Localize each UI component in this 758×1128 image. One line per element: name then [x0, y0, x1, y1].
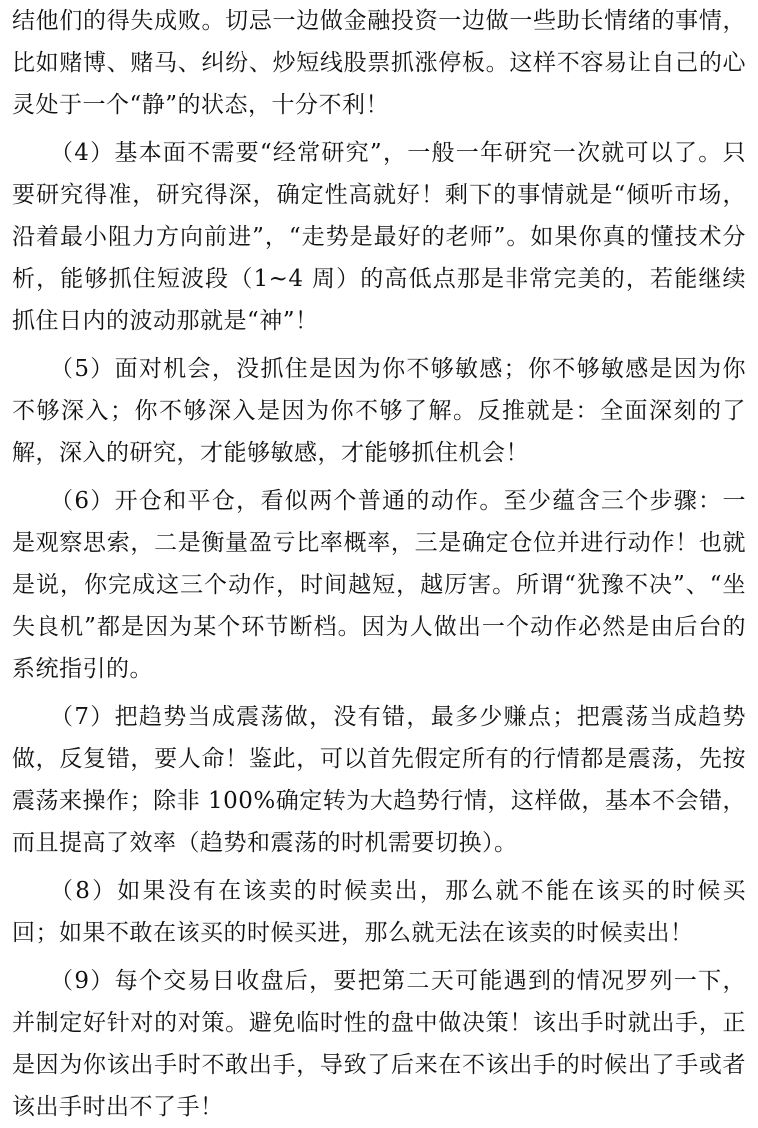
paragraph-item-5: （5）面对机会，没抓住是因为你不够敏感；你不够敏感是因为你不够深入；你不够深入是因为你不够了解。反推就是：全面深刻的了解，深入的研究，才能够敏感，才能够抓住机会！ — [12, 356, 746, 466]
paragraph-item-4: （4）基本面不需要“经常研究”，一般一年研究一次就可以了。只要研究得准，研究得深，确定性高就好！剩下的事情就是“倾听市场，沿着最小阻力方向前进”，“走势是最好的老师”。如果你真的懂技术分析，能够抓住短波段（1~4 周）的高低点那是非常完美的，若能继续抓住日内的波动那就是“神”！ — [12, 140, 746, 334]
paragraph-item-8: （8）如果没有在该卖的时候卖出，那么就不能在该买的时候买回；如果不敢在该买的时候买进，那么就无法在该卖的时候卖出！ — [12, 878, 746, 946]
paragraph-item-7: （7）把趋势当成震荡做，没有错，最多少赚点；把震荡当成趋势做，反复错，要人命！鉴此，可以首先假定所有的行情都是震荡，先按震荡来操作；除非 100%确定转为大趋势行情，这样做，基本不会错，而且提高了效率（趋势和震荡的时机需要切换）。 — [12, 704, 746, 856]
paragraph-continuation: 结他们的得失成败。切忌一边做金融投资一边做一些助长情绪的事情，比如赌博、赌马、纠纷、炒短线股票抓涨停板。这样不容易让自己的心灵处于一个“静”的状态，十分不利！ — [12, 8, 746, 118]
paragraph-item-6: （6）开仓和平仓，看似两个普通的动作。至少蕴含三个步骤：一是观察思索，二是衡量盈亏比率概率，三是确定仓位并进行动作！也就是说，你完成这三个动作，时间越短，越厉害。所谓“犹豫不决”、“坐失良机”都是因为某个环节断档。因为人做出一个动作必然是由后台的系统指引的。 — [12, 488, 746, 682]
paragraph-item-9: （9）每个交易日收盘后，要把第二天可能遇到的情况罗列一下，并制定好针对的对策。避免临时性的盘中做决策！该出手时就出手，正是因为你该出手时不敢出手，导致了后来在不该出手的时候出了手或者该出手时出不了手！ — [12, 968, 746, 1120]
